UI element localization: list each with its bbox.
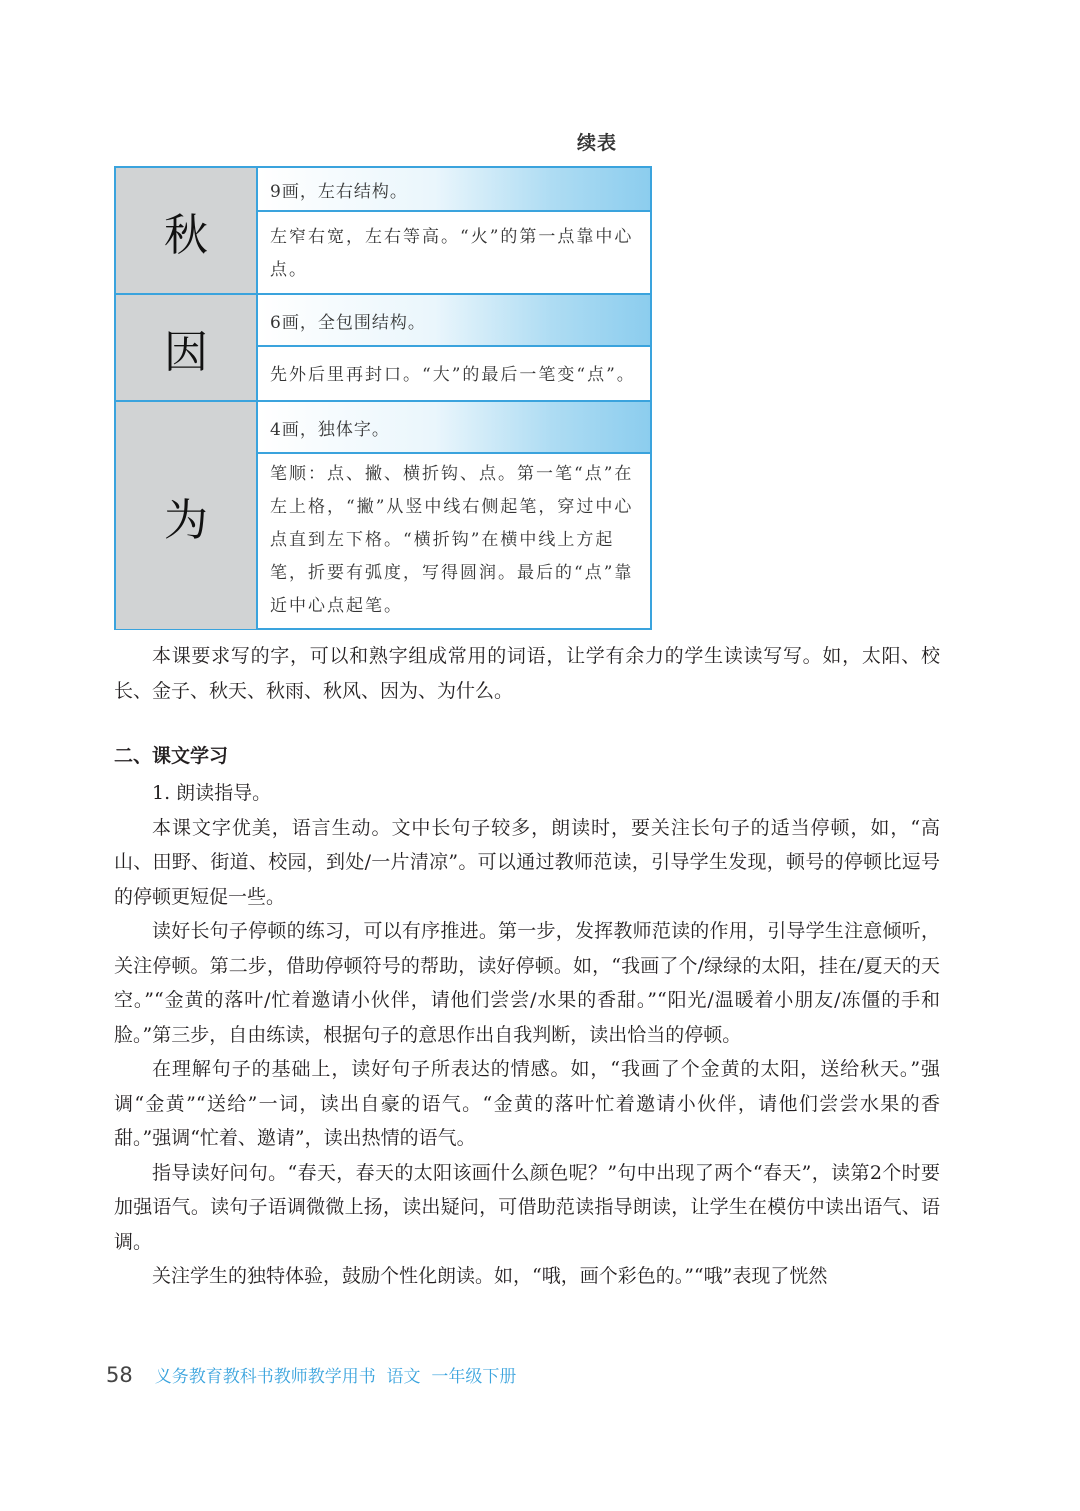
section-body bbox=[114, 776, 940, 1294]
writing-note: 先外后里再封口。“大”的最后一笔变“点”。 bbox=[270, 364, 636, 385]
section-subheading: 1. 朗读指导。 bbox=[152, 782, 272, 804]
writing-note: 笔顺：点、撇、横折钩、点。第一笔“点”在左上格，“撇”从竖中线右侧起笔，穿过中心点直到左下格。“横折钩”在横中线上方起笔，折要有弧度，写得圆润。最后的“点”靠近中心点起笔。 bbox=[270, 464, 634, 616]
intro-block bbox=[114, 639, 940, 708]
body-paragraph: 关注学生的独特体验，鼓励个性化朗读。如，“哦，画个彩色的。”“哦”表现了恍然 bbox=[152, 1265, 828, 1287]
body-paragraph: 本课文字优美，语言生动。文中长句子较多，朗读时，要关注长句子的适当停顿，如，“高山、田野、街道、校园，到处/一片清凉”。可以通过教师范读，引导学生发现，顿号的停顿比逗号的停顿更短促一些。 bbox=[114, 816, 940, 908]
page-footer bbox=[106, 1362, 516, 1387]
table-info-cell bbox=[258, 402, 650, 629]
stroke-structure: 9画，左右结构。 bbox=[258, 168, 650, 212]
intro-paragraph: 本课要求写的字，可以和熟字组成常用的词语，让学有余力的学生读读写写。如，太阳、校长、金子、秋天、秋雨、秋风、因为、为什么。 bbox=[114, 645, 940, 702]
page-number: 58 bbox=[106, 1363, 133, 1387]
body-paragraph: 读好长句子停顿的练习，可以有序推进。第一步，发挥教师范读的作用，引导学生注意倾听，关注停顿。第二步，借助停顿符号的帮助，读好停顿。如，“我画了个/绿绿的太阳，挂在/夏天的天空。”“金黄的落叶/忙着邀请小伙伴，请他们尝尝/水果的香甜。”“阳光/温暖着小朋友/冻僵的手和脸。”第三步，自由练读，根据句子的意思作出自我判断，读出恰当的停顿。 bbox=[114, 920, 940, 1046]
body-paragraph: 指导读好问句。“春天，春天的太阳该画什么颜色呢？”句中出现了两个“春天”，读第2个时要加强语气。读句子语调微微上扬，读出疑问，可借助范读指导朗读，让学生在模仿中读出语气、语调。 bbox=[114, 1161, 940, 1253]
continued-label: 续表 bbox=[577, 132, 618, 154]
table-character: 为 bbox=[116, 402, 258, 629]
section-heading: 二、课文学习 bbox=[114, 745, 229, 767]
table-character: 因 bbox=[116, 295, 258, 402]
book-title: 义务教育教科书教师教学用书 语文 一年级下册 bbox=[154, 1367, 517, 1387]
body-paragraph: 在理解句子的基础上，读好句子所表达的情感。如，“我画了个金黄的太阳，送给秋天。”强调“金黄”“送给”一词，读出自豪的语气。“金黄的落叶忙着邀请小伙伴，请他们尝尝水果的香甜。”强调“忙着、邀请”，读出热情的语气。 bbox=[114, 1058, 940, 1149]
table-info-cell bbox=[258, 295, 650, 402]
table-character: 秋 bbox=[116, 168, 258, 295]
table-info-cell bbox=[258, 168, 650, 295]
stroke-structure: 4画，独体字。 bbox=[258, 402, 650, 454]
character-table bbox=[114, 166, 652, 630]
stroke-structure: 6画，全包围结构。 bbox=[258, 295, 650, 347]
writing-note: 左窄右宽，左右等高。“火”的第一点靠中心点。 bbox=[270, 227, 634, 280]
